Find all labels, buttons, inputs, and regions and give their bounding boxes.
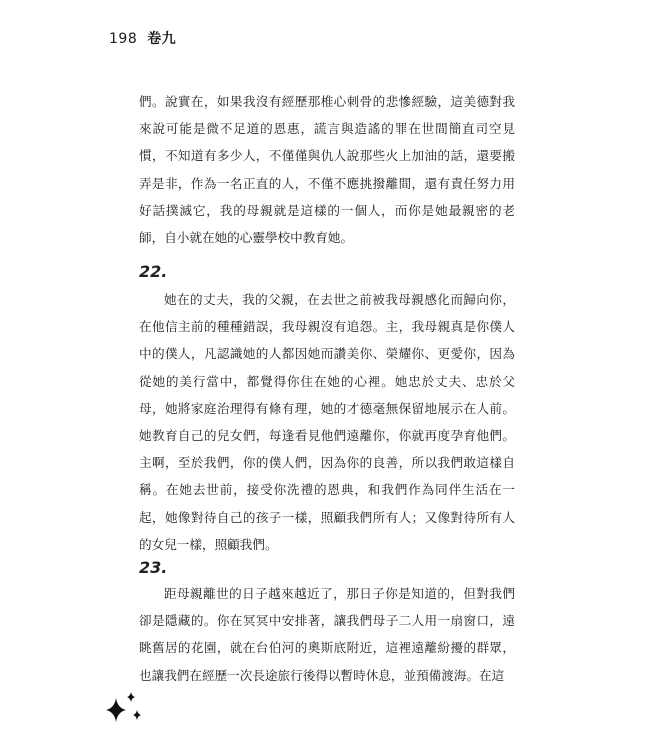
continuation-paragraph: 們。說實在，如果我沒有經歷那椎心刺骨的悲慘經驗，這美德對我來說可能是微不足道的恩惠，謊言與造謠的罪在世間簡直司空見慣，不知道有多少人，不僅僅與仇人說那些火上加油的話，還要搬弄是非，作為一名正直的人，不僅不應挑撥離間，還有責任努力用好話撲滅它，我的母親就是這樣的一個人，而你是她最親密的老師，自小就在她的心靈學校中教育她。	[139, 94, 515, 246]
sparkle-small-bottom-icon	[133, 710, 141, 720]
section-number-22: 22.	[139, 262, 168, 281]
page-header	[109, 28, 176, 48]
section-23-paragraph: 距母親離世的日子越來越近了，那日子你是知道的，但對我們卻是隱藏的。你在冥冥中安排著，讓我們母子二人用一扇窗口，遠眺舊居的花園，就在台伯河的奧斯底附近，這裡遠離紛擾的群眾，也讓我們在經歷一次長途旅行後得以暫時休息，並預備渡海。在這	[139, 586, 515, 683]
sparkles-icon	[100, 690, 150, 730]
section-number-23: 23.	[139, 558, 168, 577]
section-22-paragraph: 她在的丈夫，我的父親，在去世之前被我母親感化而歸向你，在他信主前的種種錯誤，我母親沒有追怨。主，我母親真是你僕人中的僕人，凡認識她的人都因她而讚美你、榮耀你、更愛你，因為從她的美行當中，都覺得你住在她的心裡。她忠於丈夫、忠於父母，她將家庭治理得有條有理，她的才德毫無保留地展示在人前。她教育自己的兒女們，每逢看見他們遠離你，你就再度孕育他們。主啊，至於我們，你的僕人們，因為你的良善，所以我們敢這樣自稱。在她去世前，接受你洗禮的恩典，和我們作為同伴生活在一起，她像對待自己的孩子一樣，照顧我們所有人；又像對待所有人的女兒一樣，照顧我們。	[139, 292, 515, 552]
chapter-title: 卷九	[147, 31, 177, 47]
page-number: 198	[109, 31, 138, 47]
sparkle-large-icon	[106, 698, 126, 722]
sparkle-small-top-icon	[127, 692, 135, 702]
